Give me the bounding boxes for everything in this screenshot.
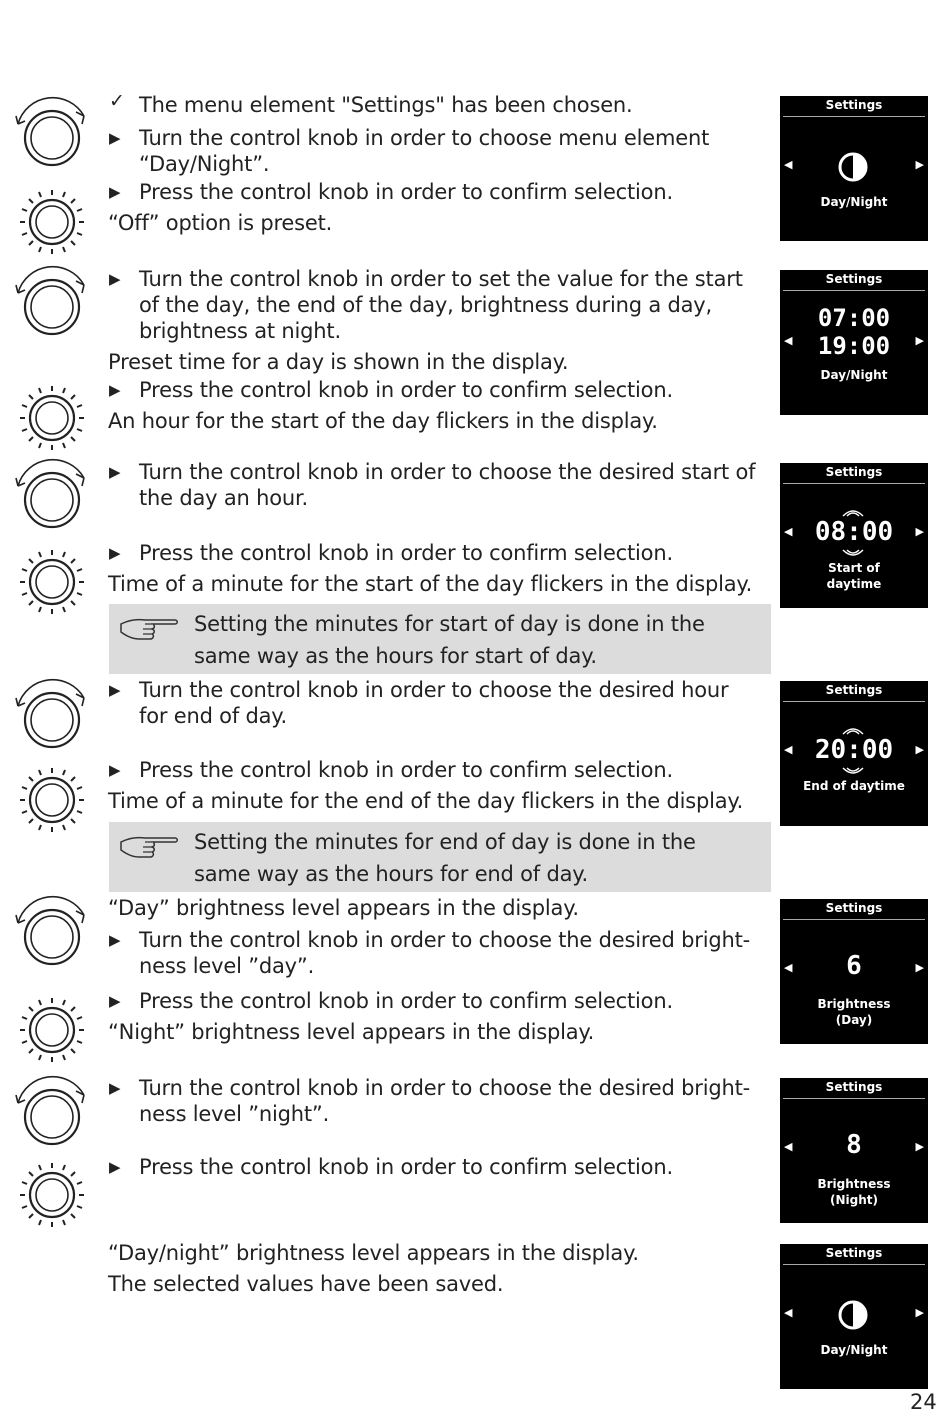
display-screen-day-night — [780, 1244, 928, 1389]
result-text: Preset time for a day is shown in the display. — [108, 350, 569, 374]
press-knob-icon — [12, 378, 92, 458]
pointing-hand-icon — [119, 832, 179, 862]
page-number: 24 — [910, 1390, 937, 1414]
turn-knob-icon — [12, 263, 92, 343]
result-text: “Off” option is preset. — [108, 211, 333, 235]
bullet-icon: ▶ — [109, 1158, 121, 1176]
screen-header: Settings — [825, 683, 883, 697]
screen-value: 20:00 — [814, 735, 894, 765]
screen-header: Settings — [825, 901, 883, 915]
bullet-icon: ▶ — [109, 931, 121, 949]
screen-label: Start of — [828, 561, 880, 575]
screen-header: Settings — [825, 465, 883, 479]
bullet-icon: ▶ — [109, 381, 121, 399]
display-screen-day-night — [780, 96, 928, 241]
step-text: for end of day. — [139, 704, 288, 728]
day-night-icon — [838, 1300, 868, 1330]
flicker-bottom-icon — [840, 549, 866, 559]
arrow-right-icon: ▶ — [915, 525, 924, 538]
turn-knob-icon — [12, 676, 92, 756]
result-text: “Day/night” brightness level appears in the display. — [108, 1241, 639, 1265]
arrow-left-icon: ◀ — [784, 1140, 793, 1153]
screen-label: (Night) — [830, 1193, 878, 1207]
press-knob-icon — [12, 1155, 92, 1235]
step-text: Turn the control knob in order to choose the desired bright- — [139, 928, 750, 952]
display-screen-start-daytime — [780, 463, 928, 608]
step-text: Press the control knob in order to confirm selection. — [139, 989, 673, 1013]
display-screen-end-daytime — [780, 681, 928, 826]
result-text: “Day” brightness level appears in the display. — [108, 896, 579, 920]
bullet-icon: ▶ — [109, 544, 121, 562]
pointing-hand-icon — [119, 614, 179, 644]
turn-knob-icon — [12, 94, 92, 174]
screen-label: Day/Night — [820, 195, 888, 209]
screen-label: Brightness — [817, 997, 891, 1011]
arrow-right-icon: ▶ — [915, 1306, 924, 1319]
screen-label: Day/Night — [820, 368, 888, 382]
result-text: The selected values have been saved. — [108, 1272, 504, 1296]
screen-value: 08:00 — [814, 517, 894, 547]
bullet-icon: ▶ — [109, 681, 121, 699]
arrow-left-icon: ◀ — [784, 334, 793, 347]
arrow-right-icon: ▶ — [915, 334, 924, 347]
note-box — [109, 604, 771, 674]
screen-label: End of daytime — [803, 779, 905, 793]
bullet-icon: ▶ — [109, 270, 121, 288]
turn-knob-icon — [12, 893, 92, 973]
screen-value: 6 — [846, 951, 862, 981]
press-knob-icon — [12, 760, 92, 840]
flicker-top-icon — [840, 725, 866, 735]
screen-label: Brightness — [817, 1177, 891, 1191]
note-text: same way as the hours for start of day. — [194, 644, 597, 668]
arrow-left-icon: ◀ — [784, 158, 793, 171]
step-text: The menu element "Settings" has been chosen. — [139, 93, 633, 117]
bullet-icon: ▶ — [109, 463, 121, 481]
screen-value: 8 — [846, 1130, 862, 1160]
step-text: Press the control knob in order to confirm selection. — [139, 180, 673, 204]
step-text: “Day/Night”. — [139, 152, 270, 176]
screen-divider — [783, 1264, 925, 1265]
note-text: Setting the minutes for start of day is done in the — [194, 612, 705, 636]
result-text: Time of a minute for the end of the day flickers in the display. — [108, 789, 744, 813]
result-text: An hour for the start of the day flickers in the display. — [108, 409, 658, 433]
bullet-icon: ▶ — [109, 129, 121, 147]
arrow-left-icon: ◀ — [784, 1306, 793, 1319]
result-text: Time of a minute for the start of the day flickers in the display. — [108, 572, 753, 596]
step-text: Turn the control knob in order to set the value for the start — [139, 267, 743, 291]
arrow-left-icon: ◀ — [784, 961, 793, 974]
turn-knob-icon — [12, 456, 92, 536]
step-text: the day an hour. — [139, 486, 308, 510]
screen-divider — [783, 701, 925, 702]
screen-header: Settings — [825, 98, 883, 112]
step-text: Press the control knob in order to confirm selection. — [139, 758, 673, 782]
flicker-top-icon — [840, 507, 866, 517]
arrow-right-icon: ▶ — [915, 158, 924, 171]
note-text: Setting the minutes for end of day is done in the — [194, 830, 696, 854]
screen-divider — [783, 483, 925, 484]
day-night-icon — [838, 152, 868, 182]
arrow-left-icon: ◀ — [784, 525, 793, 538]
screen-label: Day/Night — [820, 1343, 888, 1357]
step-text: Turn the control knob in order to choose the desired start of — [139, 460, 756, 484]
flicker-bottom-icon — [840, 767, 866, 777]
press-knob-icon — [12, 182, 92, 262]
screen-header: Settings — [825, 1080, 883, 1094]
step-text: brightness at night. — [139, 319, 341, 343]
step-text: ness level ”day”. — [139, 954, 315, 978]
arrow-right-icon: ▶ — [915, 1140, 924, 1153]
check-icon: ✓ — [109, 90, 125, 112]
step-text: Turn the control knob in order to choose menu element — [139, 126, 710, 150]
note-text: same way as the hours for end of day. — [194, 862, 588, 886]
arrow-right-icon: ▶ — [915, 961, 924, 974]
press-knob-icon — [12, 542, 92, 622]
display-screen-brightness-day — [780, 899, 928, 1044]
screen-divider — [783, 919, 925, 920]
note-box — [109, 822, 771, 892]
turn-knob-icon — [12, 1073, 92, 1153]
arrow-right-icon: ▶ — [915, 743, 924, 756]
bullet-icon: ▶ — [109, 183, 121, 201]
step-text: ness level ”night”. — [139, 1102, 330, 1126]
bullet-icon: ▶ — [109, 761, 121, 779]
screen-time-start: 07:00 — [817, 304, 891, 332]
step-text: Turn the control knob in order to choose the desired bright- — [139, 1076, 750, 1100]
result-text: “Night” brightness level appears in the display. — [108, 1020, 595, 1044]
screen-divider — [783, 116, 925, 117]
display-screen-brightness-night — [780, 1078, 928, 1223]
screen-divider — [783, 290, 925, 291]
display-screen-times — [780, 270, 928, 415]
step-text: Turn the control knob in order to choose the desired hour — [139, 678, 729, 702]
press-knob-icon — [12, 990, 92, 1070]
step-text: Press the control knob in order to confirm selection. — [139, 378, 673, 402]
step-text: Press the control knob in order to confirm selection. — [139, 541, 673, 565]
bullet-icon: ▶ — [109, 992, 121, 1010]
screen-header: Settings — [825, 1246, 883, 1260]
step-text: of the day, the end of the day, brightness during a day, — [139, 293, 712, 317]
screen-time-end: 19:00 — [817, 332, 891, 360]
bullet-icon: ▶ — [109, 1079, 121, 1097]
screen-header: Settings — [825, 272, 883, 286]
screen-label: (Day) — [835, 1013, 873, 1027]
arrow-left-icon: ◀ — [784, 743, 793, 756]
screen-divider — [783, 1098, 925, 1099]
screen-label: daytime — [826, 577, 882, 591]
step-text: Press the control knob in order to confirm selection. — [139, 1155, 673, 1179]
